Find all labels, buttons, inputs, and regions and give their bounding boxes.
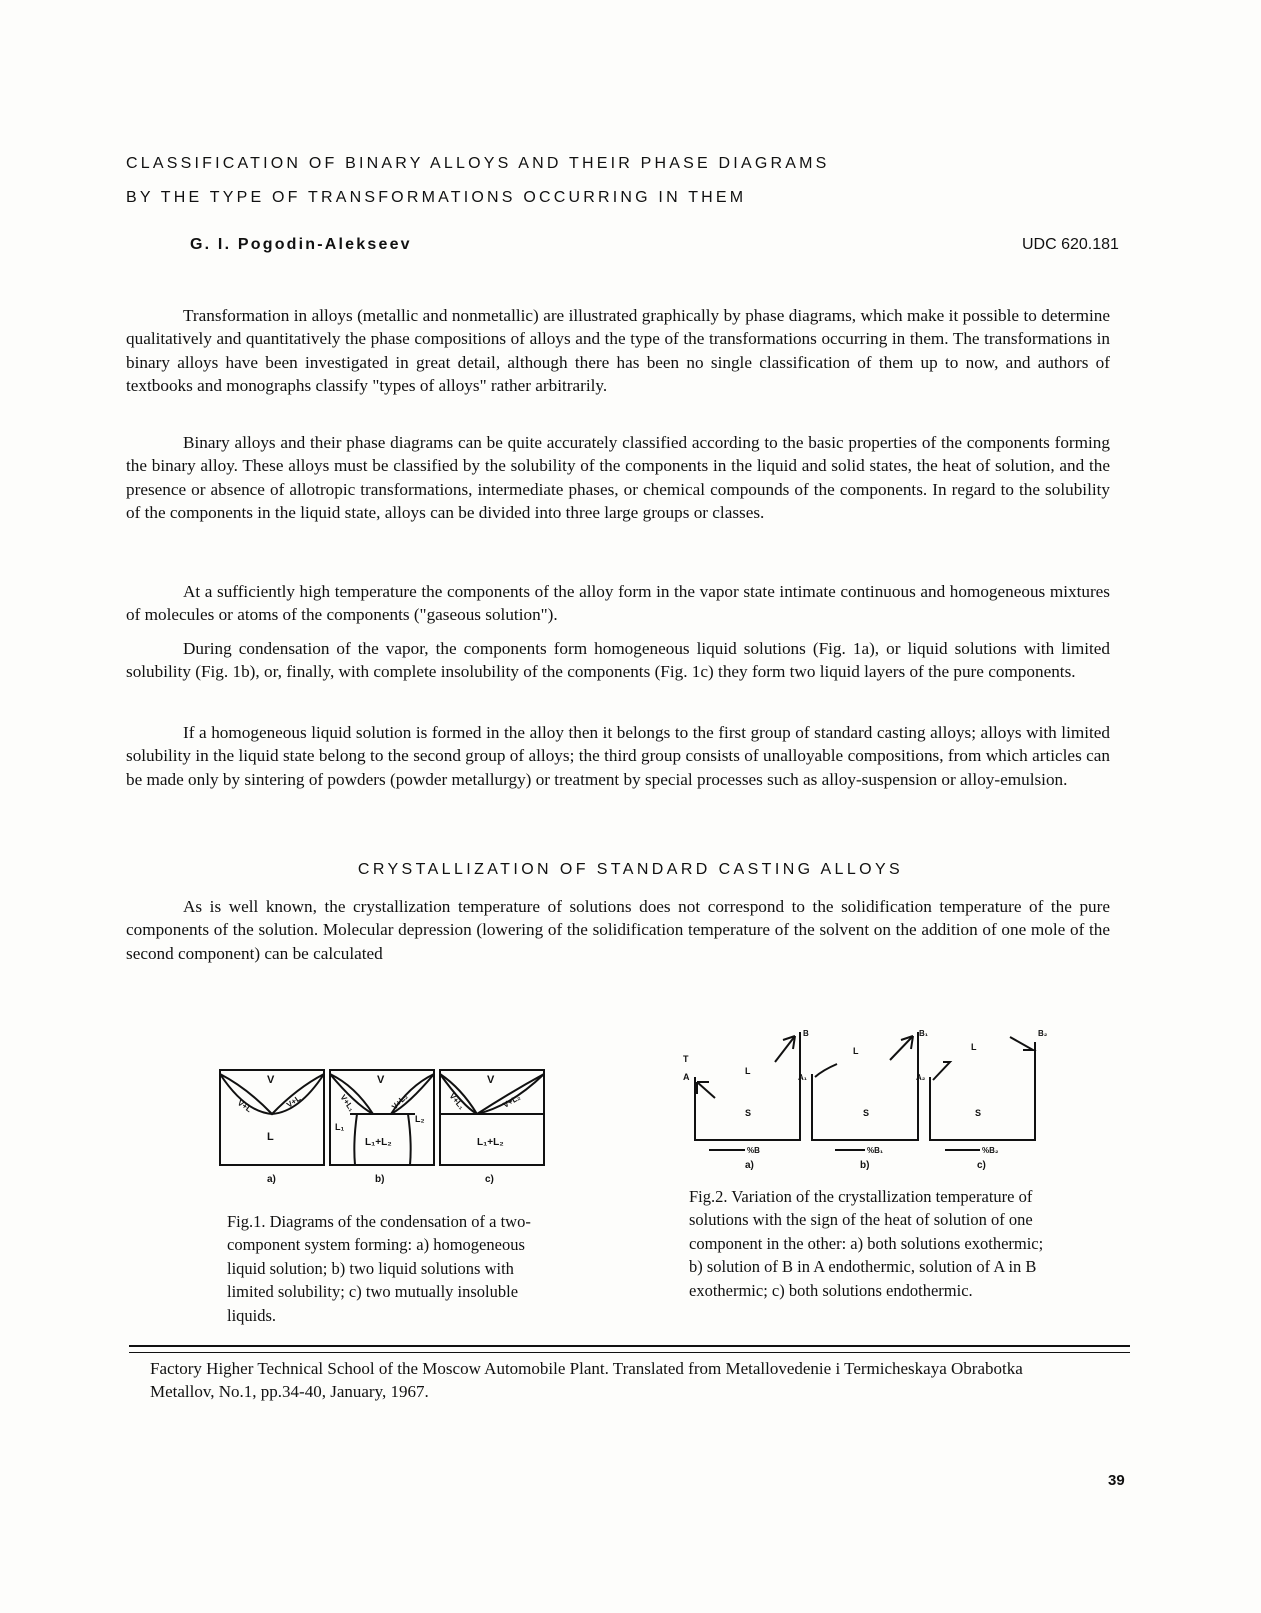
fig1-a-label-vl-left: V+L — [235, 1098, 254, 1115]
figure-1-diagram — [215, 1062, 555, 1187]
fig2-a-axis-label: %B — [747, 1146, 760, 1155]
fig1-a-label-v: V — [267, 1074, 275, 1086]
fig2-b-label-l: L — [853, 1046, 859, 1056]
fig1-b-solvus-left — [354, 1114, 357, 1165]
figure-1-caption: Fig.1. Diagrams of the condensation of a two-component system forming: a) homogeneous liquid solution; b) two liquid solutions with limited solubility; c) two mutually insoluble liquids. — [227, 1212, 531, 1325]
paragraph-3: At a sufficiently high temperature the components of the alloy form in the vapor state intimate continuous and homogeneous mixtures of molecules or atoms of the components ("gaseous solution"). — [126, 582, 1110, 625]
fig2-panel-a-letter: a) — [745, 1160, 754, 1171]
fig2-c-curve-right — [1010, 1037, 1033, 1050]
fig1-panel-c-letter: c) — [485, 1174, 494, 1185]
paragraph-4: During condensation of the vapor, the components form homogeneous liquid solutions (Fig. 1a), or liquid solutions with limited solubility (Fig. 1b), or, finally, with complete insolubility of the components (Fig. 1c) they form two liquid layers of the pure components. — [126, 639, 1110, 682]
fig1-c-label-v: V — [487, 1074, 495, 1086]
section-heading: CRYSTALLIZATION OF STANDARD CASTING ALLOYS — [357, 861, 904, 878]
fig2-b-axis-label: %B₁ — [867, 1146, 884, 1155]
fig2-panel-c-letter: c) — [977, 1160, 986, 1171]
fig2-a-frame — [695, 1032, 800, 1140]
fig2-label-a1: A₁ — [798, 1073, 808, 1082]
udc-code: UDC 620.181 — [1022, 236, 1119, 253]
fig2-label-a: A — [683, 1072, 690, 1082]
paper-title-line-2: BY THE TYPE OF TRANSFORMATIONS OCCURRING IN THEM — [126, 189, 747, 206]
fig2-c-curve-left — [933, 1062, 950, 1080]
fig1-b-label-vl1: V+L₁ — [338, 1092, 357, 1114]
fig1-b-label-l2: L₂ — [415, 1114, 425, 1124]
fig1-c-label-vl2: V+L₂ — [501, 1092, 522, 1110]
fig2-c-frame — [930, 1042, 1035, 1140]
fig2-panel-b-letter: b) — [860, 1160, 870, 1171]
fig2-label-t: T — [683, 1054, 689, 1064]
fig2-b-label-s: S — [863, 1108, 870, 1118]
fig1-a-label-l: L — [267, 1131, 274, 1143]
paragraph-5: If a homogeneous liquid solution is formed in the alloy then it belongs to the first group of standard casting alloys; alloys with limited solubility in the liquid state belong to the second group of alloys; the third group consists of unalloyable compositions, from which articles can be made only by sintering of powders (powder metallurgy) or treatment by special processes such as alloy-suspension or alloy-emulsion. — [126, 723, 1110, 789]
paragraph-2: Binary alloys and their phase diagrams can be quite accurately classified according to the basic properties of the components forming the binary alloy. These alloys must be classified by the solubility of the components in the liquid and solid states, the heat of solution, and the presence or absence of allotropic transformations, intermediate phases, or chemical compounds of the components. In regard to the solubility of the components in the liquid state, alloys can be divided into three large groups or classes. — [126, 433, 1110, 522]
fig2-label-a2: A₂ — [916, 1073, 926, 1082]
paper-title-line-1: CLASSIFICATION OF BINARY ALLOYS AND THEIR PHASE DIAGRAMS — [126, 155, 830, 172]
footnote-rule-thin — [129, 1352, 1130, 1353]
fig1-b-solvus-right — [408, 1114, 411, 1165]
author: G. I. Pogodin-Alekseev — [190, 236, 412, 253]
fig2-c-axis-label: %B₂ — [982, 1146, 999, 1155]
fig2-label-b1: B₁ — [919, 1029, 929, 1038]
fig2-a-liquidus — [697, 1082, 715, 1098]
footnote: Factory Higher Technical School of the Moscow Automobile Plant. Translated from Metallovedenie i Termicheskaya Obrabotka Metallov, No.1, pp.34-40, January, 1967. — [150, 1359, 1023, 1401]
fig1-c-label-vl1: V+L₁ — [447, 1091, 467, 1112]
paragraph-1: Transformation in alloys (metallic and nonmetallic) are illustrated graphically by phase diagrams, which make it possible to determine qualitatively and quantitatively the phase compositions of alloys and the type of the transformations occurring in them. The transformations in binary alloys have been investigated in great detail, although there has been no single classification of them up to now, and authors of textbooks and monographs classify "types of alloys" rather arbitrarily. — [126, 306, 1110, 395]
fig1-panel-a-letter: a) — [267, 1174, 276, 1185]
section-paragraph: As is well known, the crystallization temperature of solutions does not correspond to the solidification temperature of the pure components of the solution. Molecular depression (lowering of the solidification temperature of the solvent on the addition of one mole of the second component) can be calculated — [126, 897, 1110, 963]
fig1-b-label-l1l2: L₁+L₂ — [365, 1137, 392, 1148]
figure-2-caption: Fig.2. Variation of the crystallization temperature of solutions with the sign of the heat of solution of one component in the other: a) both solutions exothermic; b) solution of B in A endothermic, solution of A in B exothermic; c) both solutions endothermic. — [689, 1187, 1044, 1300]
fig2-label-b2: B₂ — [1038, 1029, 1048, 1038]
fig1-b-label-vl2: V+L₂ — [390, 1092, 410, 1112]
fig1-c-label-l1l2: L₁+L₂ — [477, 1137, 504, 1148]
fig1-a-label-vl-right: V+L — [284, 1093, 303, 1110]
figure-2-diagram — [675, 1022, 1075, 1174]
footnote-rule — [129, 1345, 1130, 1347]
fig2-a-label-l: L — [745, 1066, 751, 1076]
fig2-c-label-s: S — [975, 1108, 982, 1118]
fig2-a-label-s: S — [745, 1108, 752, 1118]
fig1-b-label-v: V — [377, 1074, 385, 1086]
fig1-panel-b-letter: b) — [375, 1174, 385, 1185]
page-number: 39 — [1108, 1472, 1125, 1489]
fig1-b-label-l1: L₁ — [335, 1122, 345, 1132]
fig2-b-curve-left — [815, 1064, 837, 1077]
fig2-label-b: B — [803, 1029, 809, 1038]
fig2-c-label-l: L — [971, 1042, 977, 1052]
